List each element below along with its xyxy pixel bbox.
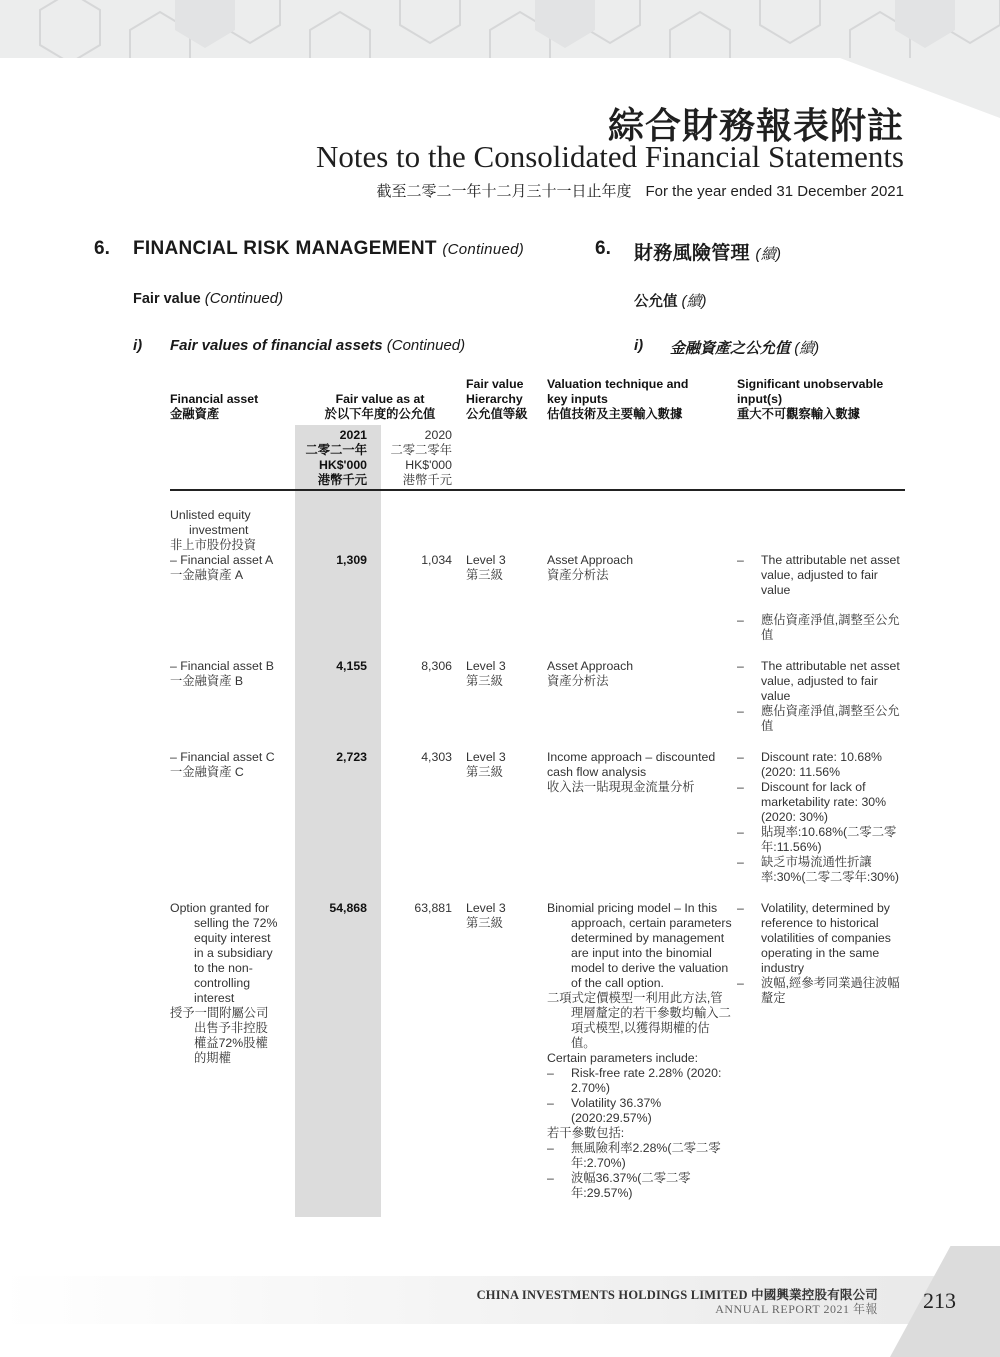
- row-a-sig-dash: –: [737, 553, 744, 567]
- period-line: [376, 180, 904, 201]
- row-c-level-en: Level 3: [466, 750, 506, 764]
- subsection-continued-cn: (續): [681, 293, 707, 310]
- row-d-value-2020: 63,881: [414, 901, 452, 915]
- row-c-sig-item: [737, 780, 905, 825]
- row-a-sig-text: The attributable net asset value, adjusted to fair value: [761, 553, 900, 597]
- row-b-sig-item: [737, 659, 905, 704]
- row-c-sig-dash: –: [737, 855, 744, 869]
- group-label-cn: 非上市股份投資: [170, 538, 257, 552]
- section-continued-cn: (續): [755, 246, 782, 263]
- row-c-technique: [547, 750, 727, 795]
- header-valuation: [547, 377, 733, 422]
- row-d-param-cn-text: 無風險利率2.28%(二零二零年:2.70%): [571, 1141, 721, 1170]
- row-c-sig-text: 缺乏市場流通性折讓率:30%(二零二零年:30%): [761, 855, 900, 884]
- group-label-en1: Unlisted equity: [170, 508, 251, 522]
- header-fv-cn: 於以下年度的公允值: [324, 407, 436, 421]
- row-a-sig-text: 應佔資產淨值,調整至公允值: [761, 613, 900, 642]
- row-a-value-2021: 1,309: [336, 553, 367, 567]
- row-a-name-cn: 一金融資產 A: [170, 568, 244, 582]
- row-c-sig-dash: –: [737, 825, 744, 839]
- row-d-params-en: Certain parameters include:: [547, 1051, 699, 1065]
- header-2021-unit-cn: 港幣千元: [317, 473, 367, 487]
- row-d-sig-inputs: [737, 901, 905, 1006]
- row-d-sig-text: 波幅,經參考同業過往波幅釐定: [761, 976, 900, 1005]
- row-a-sig-item: [737, 553, 905, 598]
- header-financial-asset: [170, 392, 290, 422]
- subsub-title-english: [170, 337, 465, 354]
- row-d-sig-item: [737, 976, 905, 1006]
- row-a-asset: [170, 553, 290, 583]
- row-d-technique: [547, 901, 733, 1201]
- header-hier-cn: 公允值等級: [466, 407, 528, 421]
- subsub-title-cn-text: 金融資產之公允值: [670, 340, 791, 357]
- row-d-params-cn: 若干參數包括:: [547, 1126, 625, 1140]
- row-d-param-cn-item: [547, 1171, 733, 1201]
- section-title-text: FINANCIAL RISK MANAGEMENT: [133, 238, 437, 259]
- row-c-level-cn: 第三級: [466, 765, 503, 779]
- row-b-level-cn: 第三級: [466, 674, 503, 688]
- row-a-sig-item: [737, 613, 905, 643]
- section-continued: (Continued): [442, 241, 525, 258]
- header-2020-year-cn: 二零二零年: [390, 443, 452, 457]
- subsub-title-chinese: [670, 337, 819, 358]
- row-d-level-cn: 第三級: [466, 916, 503, 930]
- row-d-param-dash: –: [547, 1096, 554, 1110]
- row-a-tech-en: Asset Approach: [547, 553, 634, 567]
- period-english: For the year ended 31 December 2021: [645, 183, 904, 200]
- row-b-sig-text: The attributable net asset value, adjusted to fair value: [761, 659, 900, 703]
- header-sig-en2: input(s): [737, 392, 783, 406]
- page-number: 213: [923, 1288, 956, 1313]
- row-b-sig-dash: –: [737, 659, 744, 673]
- row-c-level: [466, 750, 542, 780]
- row-a-technique: [547, 553, 733, 583]
- row-b-value-2021: 4,155: [336, 659, 367, 673]
- row-c-tech-cn: 收入法一貼現現金流量分析: [547, 780, 695, 794]
- row-d-param-cn-dash: –: [547, 1171, 554, 1185]
- header-val-en1: Valuation technique and: [547, 377, 689, 391]
- row-b-sig-dash: –: [737, 704, 744, 718]
- header-2021: [295, 428, 367, 488]
- group-label-en2: investment: [189, 523, 249, 537]
- row-b-sig-inputs: [737, 659, 905, 734]
- row-d-param-text: Volatility 36.37% (2020:29.57%): [571, 1096, 662, 1125]
- row-d-sig-item: [737, 901, 905, 976]
- subsub-continued-cn: (續): [794, 340, 820, 357]
- row-c-name-cn: 一金融資產 C: [170, 765, 244, 779]
- row-d-name-en: Option granted for selling the 72% equity interest in a subsidiary to the non-controlling interest: [170, 901, 278, 1005]
- header-sig-en1: Significant unobservable: [737, 377, 884, 391]
- row-d-param-cn-text: 波幅36.37%(二零二零年:29.57%): [571, 1171, 691, 1200]
- row-c-sig-text: 貼現率:10.68%(二零二零年:11.56%): [761, 825, 897, 854]
- header-fv-en: Fair value as at: [335, 392, 425, 406]
- row-b-sig-item: [737, 704, 905, 734]
- header-2020-unit-cn: 港幣千元: [402, 473, 452, 487]
- subsub-label-chinese: i): [634, 337, 644, 354]
- header-2021-year: 2021: [339, 428, 367, 442]
- row-d-name-cn: 授予一間附屬公司出售予非控股權益72%股權的期權: [170, 1006, 269, 1065]
- row-a-sig-dash: –: [737, 613, 744, 627]
- row-c-value-2020: 4,303: [421, 750, 452, 764]
- row-c-sig-dash: –: [737, 750, 744, 764]
- subsection-title-english: [133, 290, 283, 307]
- section-title-chinese: [634, 238, 781, 265]
- row-b-technique: [547, 659, 733, 689]
- row-b-tech-en: Asset Approach: [547, 659, 634, 673]
- header-hierarchy: [466, 377, 542, 422]
- row-c-name-en: – Financial asset C: [170, 750, 275, 764]
- row-c-asset: [170, 750, 290, 780]
- row-b-level: [466, 659, 542, 689]
- header-asset-en: Financial asset: [170, 392, 259, 406]
- header-sig-cn: 重大不可觀察輸入數據: [737, 407, 860, 421]
- row-d-param-cn-dash: –: [547, 1141, 554, 1155]
- section-title-english: [133, 238, 524, 260]
- row-d-value-2021: 54,868: [329, 901, 367, 915]
- subsection-continued: (Continued): [204, 290, 284, 307]
- row-b-name-cn: 一金融資產 B: [170, 674, 244, 688]
- subsection-title-cn-text: 公允值: [634, 294, 678, 310]
- row-c-sig-inputs: [737, 750, 905, 885]
- row-a-sig-inputs: [737, 553, 905, 643]
- header-significant-inputs: [737, 377, 905, 422]
- row-d-level-en: Level 3: [466, 901, 506, 915]
- row-d-param-item: [547, 1096, 733, 1126]
- row-d-param-item: [547, 1066, 733, 1096]
- subsub-continued: (Continued): [386, 337, 466, 354]
- row-c-sig-item: [737, 750, 905, 780]
- row-c-tech-en: Income approach – discounted cash flow analysis: [547, 750, 716, 779]
- row-b-name-en: – Financial asset B: [170, 659, 274, 673]
- header-val-cn: 估值技術及主要輸入數據: [547, 407, 683, 421]
- row-d-param-text: Risk-free rate 2.28% (2020: 2.70%): [571, 1066, 722, 1095]
- row-c-sig-dash: –: [737, 780, 744, 794]
- row-c-sig-item: [737, 825, 905, 855]
- header-val-en2: key inputs: [547, 392, 608, 406]
- row-b-tech-cn: 資產分析法: [547, 674, 609, 688]
- subsub-title-text: Fair values of financial assets: [170, 337, 383, 354]
- row-b-sig-text: 應佔資產淨值,調整至公允值: [761, 704, 900, 733]
- subsection-title-text: Fair value: [133, 291, 201, 307]
- footer-company-name: CHINA INVESTMENTS HOLDINGS LIMITED 中國興業控股有限公司: [476, 1288, 878, 1302]
- row-d-asset: [170, 901, 280, 1066]
- column-2021-highlight: [295, 425, 381, 1217]
- row-a-level-en: Level 3: [466, 553, 506, 567]
- row-a-level-cn: 第三級: [466, 568, 503, 582]
- row-d-sig-text: Volatility, determined by reference to historical volatilities of companies operating in the same industry: [761, 901, 891, 975]
- section-title-cn-text: 財務風險管理: [634, 243, 750, 264]
- header-hier-en1: Fair value: [466, 377, 524, 391]
- header-2021-year-cn: 二零二一年: [305, 443, 367, 457]
- row-d-sig-dash: –: [737, 976, 744, 990]
- header-2020: [375, 428, 452, 488]
- page-title-chinese: 綜合財務報表附註: [607, 105, 904, 147]
- row-d-param-cn-item: [547, 1141, 733, 1171]
- table-header-rule: [170, 489, 905, 491]
- header-fair-value: [300, 392, 460, 422]
- row-c-sig-text: Discount rate: 10.68% (2020: 11.56%: [761, 750, 882, 779]
- subsub-label: i): [133, 337, 143, 354]
- row-d-param-dash: –: [547, 1066, 554, 1080]
- subsection-title-chinese: [634, 290, 707, 311]
- row-c-value-2021: 2,723: [336, 750, 367, 764]
- row-d-tech-cn: 二項式定價模型一利用此方法,管理層釐定的若干參數均輸入二項式模型,以獲得期權的估值。: [547, 991, 731, 1050]
- row-a-value-2020: 1,034: [421, 553, 452, 567]
- header-asset-cn: 金融資產: [170, 407, 220, 421]
- row-d-level: [466, 901, 542, 931]
- row-a-name-en: – Financial asset A: [170, 553, 274, 567]
- row-d-tech-en: Binomial pricing model – In this approach, certain parameters determined by management are input into the binomial model to derive the valuation of the call option.: [547, 901, 732, 990]
- row-c-sig-item: [737, 855, 905, 885]
- header-2020-unit: HK$'000: [405, 458, 452, 472]
- header-2020-year: 2020: [424, 428, 452, 442]
- row-b-level-en: Level 3: [466, 659, 506, 673]
- period-chinese: 截至二零二一年十二月三十一日止年度: [376, 183, 632, 200]
- header-hier-en2: Hierarchy: [466, 392, 523, 406]
- row-a-tech-cn: 資產分析法: [547, 568, 609, 582]
- section-number: 6.: [94, 238, 110, 259]
- header-2021-unit: HK$'000: [318, 458, 367, 472]
- row-a-level: [466, 553, 542, 583]
- row-c-sig-text: Discount for lack of marketability rate: 30% (2020: 30%): [761, 780, 887, 824]
- section-number-chinese: 6.: [595, 238, 611, 259]
- group-label-unlisted-equity: [170, 508, 290, 553]
- page-title-english: Notes to the Consolidated Financial Statements: [315, 139, 904, 174]
- footer-report-name: ANNUAL REPORT 2021 年報: [715, 1302, 878, 1316]
- row-b-asset: [170, 659, 290, 689]
- row-d-sig-dash: –: [737, 901, 744, 915]
- row-b-value-2020: 8,306: [421, 659, 452, 673]
